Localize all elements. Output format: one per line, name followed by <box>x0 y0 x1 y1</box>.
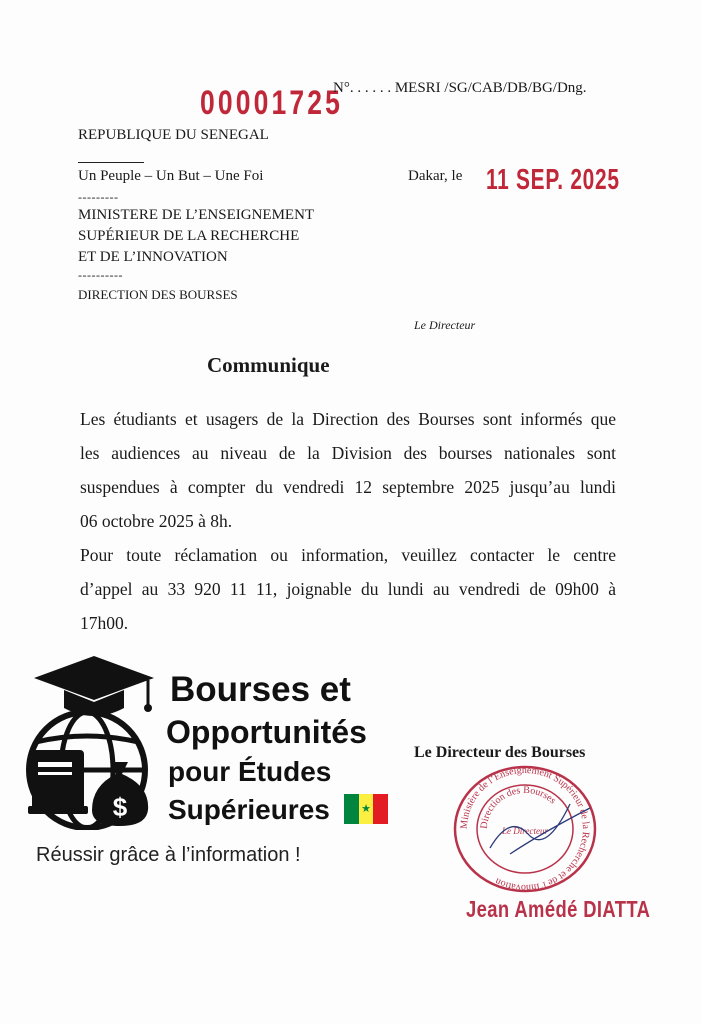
watermark-title-line-4: Supérieures <box>168 794 330 825</box>
separator-dashes: ---------- <box>78 268 123 282</box>
flag-stripe-red <box>373 794 388 824</box>
paragraph-2 <box>80 538 616 640</box>
paragraph-line: Pour toute réclamation ou information, veuillez contacter le centre <box>80 545 616 565</box>
watermark-title-line-2: Opportunités <box>166 714 367 750</box>
paragraph-line: les audiences au niveau de la Division des bourses nationales sont <box>80 443 616 463</box>
flag-stripe-green <box>344 794 359 824</box>
separator-dashes: --------- <box>78 190 119 204</box>
paragraph-line: d’appel au 33 920 11 11, joignable du lundi au vendredi de 09h00 à <box>80 579 616 599</box>
republic-heading: REPUBLIQUE DU SENEGAL <box>78 127 269 143</box>
date-stamp: 11 SEP. 2025 <box>486 164 620 196</box>
watermark-title-line-1: Bourses et <box>170 670 351 709</box>
paragraph-line: suspendues à compter du vendredi 12 septembre 2025 jusqu’au lundi <box>80 477 616 497</box>
paragraph-line: Les étudiants et usagers de la Direction des Bourses sont informés que <box>80 409 616 429</box>
flag-star-icon: ★ <box>361 802 371 815</box>
direction-heading: DIRECTION DES BOURSES <box>78 287 238 302</box>
reference-code: N°. . . . . . MESRI /SG/CAB/DB/BG/Dng. <box>333 80 587 96</box>
svg-text:$: $ <box>112 792 128 822</box>
ministry-line-1: MINISTERE DE L’ENSEIGNEMENT <box>78 207 315 223</box>
senegal-flag-icon <box>344 794 388 824</box>
paragraph-1 <box>80 402 616 538</box>
ministry-line-2: SUPÉRIEUR DE LA RECHERCHE <box>78 228 300 244</box>
reference-number-stamp: 00001725 <box>200 84 343 122</box>
watermark-tagline: Réussir grâce à l’information ! <box>36 844 301 866</box>
paragraph-line: 17h00. <box>80 613 129 633</box>
national-motto: Un Peuple – Un But – Une Foi <box>78 168 264 184</box>
ministry-line-3: ET DE L’INNOVATION <box>78 249 228 265</box>
place-label: Dakar, le <box>408 168 463 184</box>
watermark-title-line-3: pour Études <box>168 756 332 787</box>
sender-title: Le Directeur <box>414 318 476 332</box>
signatory-title: Le Directeur des Bourses <box>414 744 586 761</box>
svg-text:Direction des Bourses: Direction des Bourses <box>478 784 558 830</box>
official-seal <box>450 764 600 894</box>
svg-text:Le Directeur: Le Directeur <box>502 826 548 836</box>
republic-underline <box>78 162 144 163</box>
svg-text:Ministère de l’Enseignement Su: Ministère de l’Enseignement Supérieur de la Recherche et de l’Innovation <box>458 764 592 894</box>
document-title: Communique <box>207 353 330 377</box>
flag-stripe-yellow <box>359 794 374 824</box>
graduation-globe-books-moneybag-icon <box>12 650 162 830</box>
paragraph-line: 06 octobre 2025 à 8h. <box>80 511 233 531</box>
signatory-name: Jean Amédé DIATTA <box>466 896 651 922</box>
